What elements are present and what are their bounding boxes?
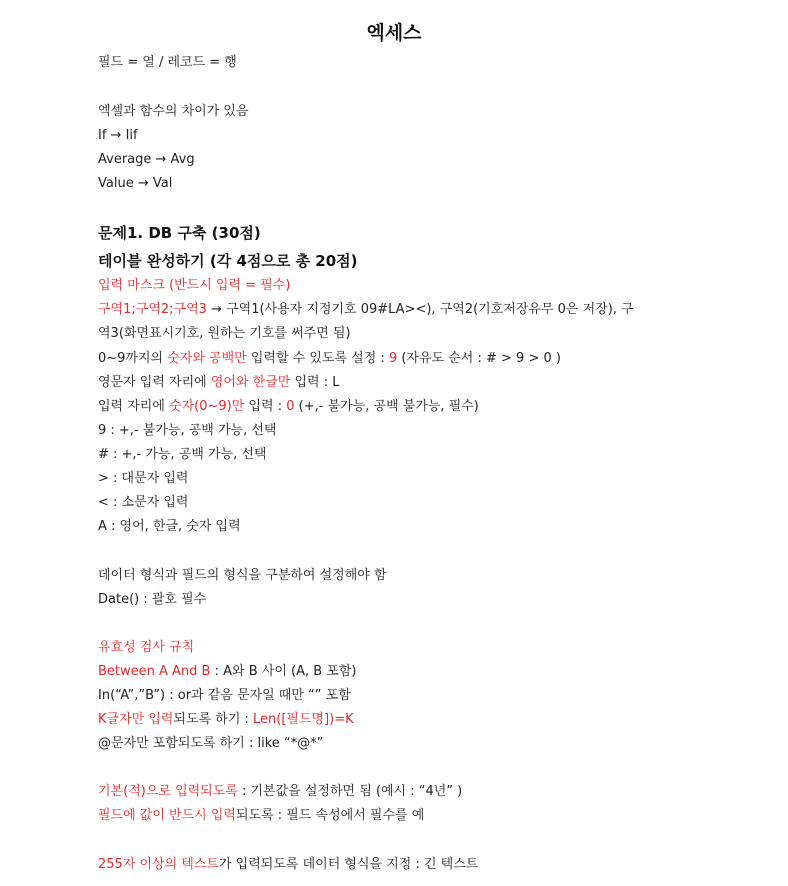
- highlighted-text: 입력 마스크 (반드시 입력 = 필수): [98, 278, 291, 293]
- text-line: [98, 783, 462, 801]
- text-segment: 0~9까지의: [98, 351, 168, 366]
- text-segment: 되도록 하기 :: [173, 712, 254, 727]
- text-segment: If → Iif: [98, 128, 138, 143]
- highlighted-text: 유효성 검사 규칙: [98, 640, 195, 655]
- document-title: 엑세스: [366, 22, 422, 44]
- text-segment: 가 입력되도록 데이터 형식을 지정 : 긴 텍스트: [218, 857, 479, 872]
- text-line: [98, 151, 195, 169]
- text-segment: @문자만 포함되도록 하기 : like “*@*”: [98, 736, 324, 751]
- text-segment: Average → Avg: [98, 152, 195, 167]
- highlighted-text: 필드에 값이 반드시 입력: [98, 808, 236, 823]
- text-segment: In(“A”,”B”) : or과 같음 문자일 때만 “” 포함: [98, 688, 351, 703]
- highlighted-text: 구역1;구역2;구역3: [98, 302, 207, 317]
- highlighted-text: 영어와 한글만: [210, 375, 291, 390]
- text-line: [98, 470, 188, 488]
- text-segment: Value → Val: [98, 176, 173, 191]
- text-segment: 입력할 수 있도록 설정 :: [246, 351, 389, 366]
- highlighted-text: 9: [388, 351, 398, 366]
- highlighted-text: 숫자(0~9)만: [169, 399, 245, 414]
- text-segment: 문제1. DB 구축 (30점): [98, 224, 261, 242]
- text-line: [98, 374, 340, 392]
- text-line: [98, 54, 237, 72]
- text-line: [98, 422, 276, 440]
- text-line: [98, 856, 478, 874]
- text-segment: 데이터 형식과 필드의 형식을 구분하여 설정해야 함: [98, 568, 387, 583]
- text-segment: 엑셀과 함수의 차이가 있음: [98, 104, 249, 119]
- text-segment: 입력 자리에: [98, 399, 170, 414]
- highlighted-text: K글자만 입력: [98, 712, 174, 727]
- section-heading: [98, 224, 261, 242]
- text-segment: 영문자 입력 자리에: [98, 375, 211, 390]
- text-line: [98, 807, 424, 825]
- text-segment: : A와 B 사이 (A, B 포함): [210, 664, 357, 679]
- highlighted-text: Len([필드명])=K: [253, 712, 354, 727]
- text-line: [98, 735, 323, 753]
- text-segment: 입력 : L: [290, 375, 340, 390]
- text-segment: 역3(화면표시기호, 원하는 기호를 써주면 됨): [98, 326, 351, 341]
- highlighted-text: 숫자와 공백만: [167, 351, 247, 366]
- text-line: [98, 446, 267, 464]
- text-segment: Date() : 괄호 필수: [98, 592, 207, 607]
- text-line: [98, 518, 241, 536]
- text-segment: : 기본값을 설정하면 됨 (예시 : “4년” ): [237, 784, 463, 799]
- text-line: [98, 494, 188, 512]
- text-line: [98, 398, 479, 416]
- highlighted-text: 255자 이상의 텍스트: [98, 857, 219, 872]
- text-segment: < : 소문자 입력: [98, 495, 189, 510]
- text-segment: 9 : +,- 불가능, 공백 가능, 선택: [98, 423, 277, 438]
- section-heading: [98, 252, 358, 270]
- highlighted-text: 0: [286, 399, 295, 414]
- text-segment: (+,- 불가능, 공백 불가능, 필수): [294, 399, 479, 414]
- text-line: [98, 711, 354, 729]
- text-segment: (자유도 순서 : # > 9 > 0 ): [397, 351, 561, 366]
- text-line: [98, 663, 356, 681]
- text-line: [98, 127, 138, 145]
- text-line: [98, 175, 172, 193]
- text-line: [98, 301, 634, 319]
- text-line: [98, 325, 351, 343]
- text-line: [98, 567, 387, 585]
- text-segment: A : 영어, 한글, 숫자 입력: [98, 519, 241, 534]
- text-segment: 입력 :: [244, 399, 287, 414]
- text-line: [98, 591, 206, 609]
- text-segment: 되도록 : 필드 속성에서 필수를 예: [235, 808, 425, 823]
- highlighted-text: 기본(적)으로 입력되도록: [98, 784, 238, 799]
- text-line: [98, 687, 351, 705]
- text-segment: 테이블 완성하기 (각 4점으로 총 20점): [98, 252, 358, 270]
- text-segment: 필드 = 열 / 레코드 = 행: [98, 55, 237, 70]
- text-segment: > : 대문자 입력: [98, 471, 189, 486]
- text-line: [98, 350, 561, 368]
- text-line: [98, 639, 194, 657]
- text-line: [98, 103, 249, 121]
- highlighted-text: Between A And B: [98, 664, 211, 679]
- text-line: [98, 277, 290, 295]
- text-segment: # : +,- 가능, 공백 가능, 선택: [98, 447, 267, 462]
- text-segment: → 구역1(사용자 지정기호 09#LA><), 구역2(기호저장유무 0은 저장), 구: [206, 302, 634, 317]
